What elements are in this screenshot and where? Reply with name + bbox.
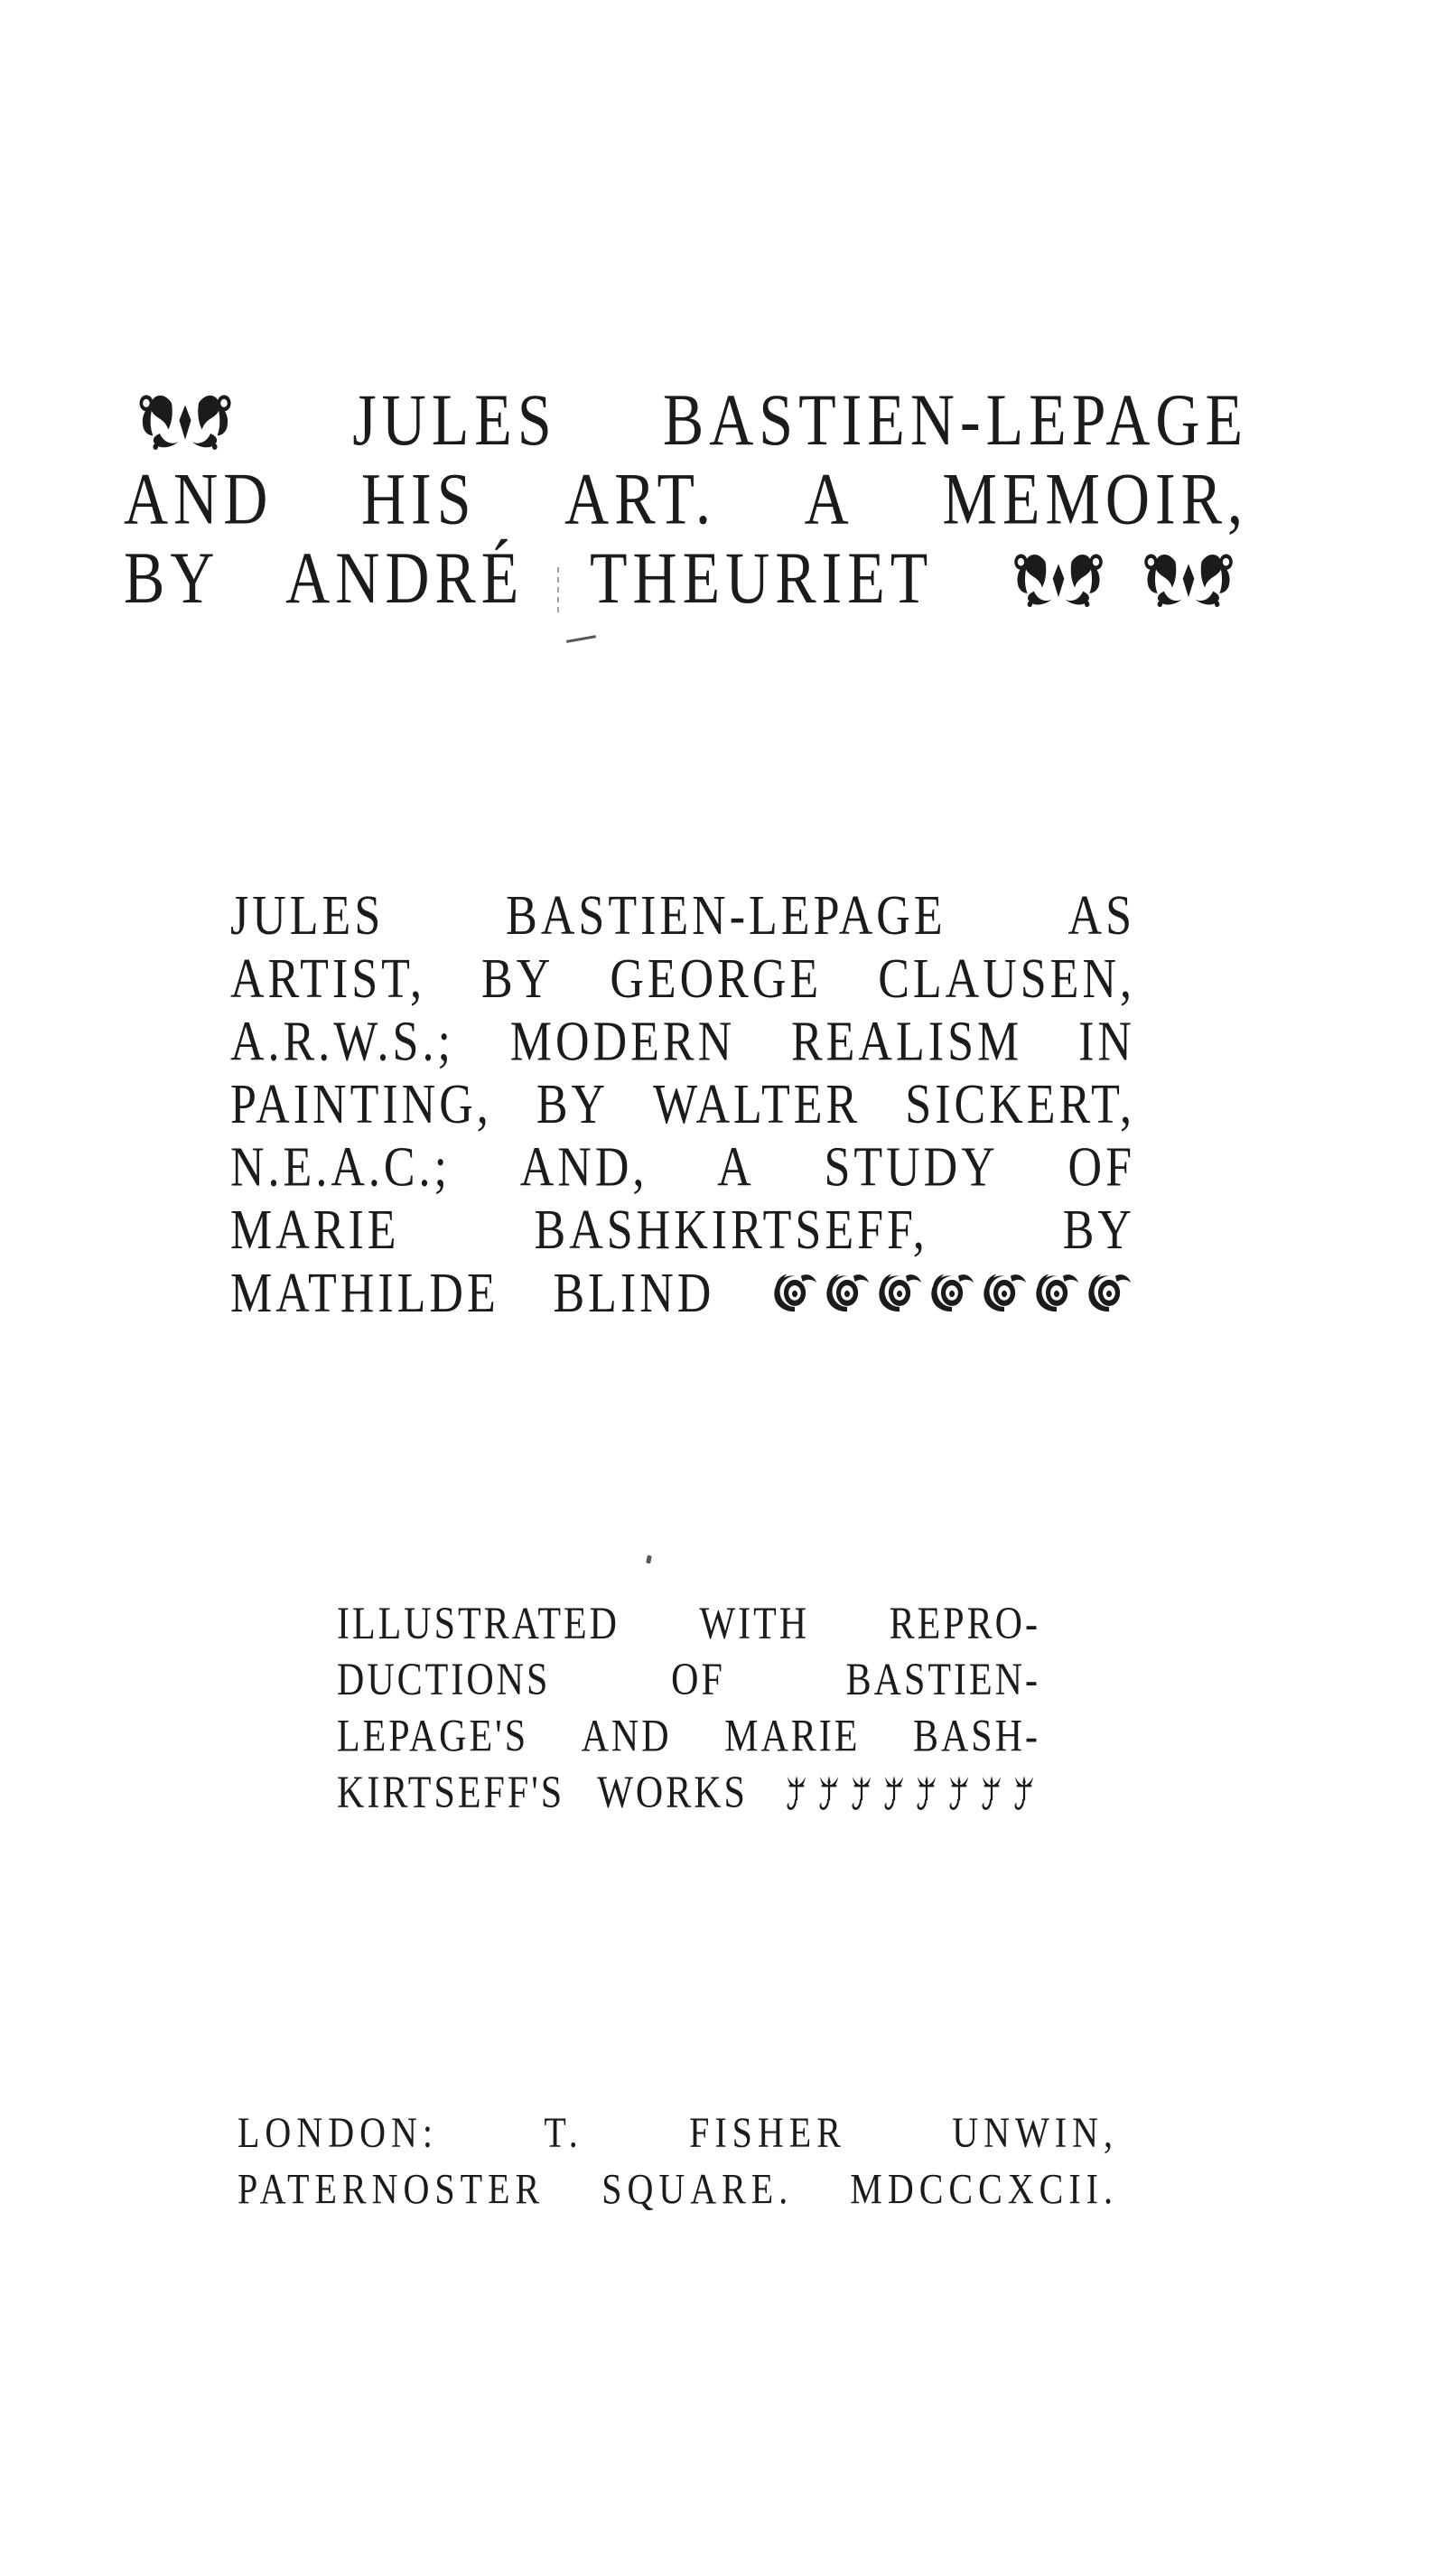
scroll-ornament-icon (978, 1273, 1030, 1314)
sprig-ornament-icon (943, 1776, 975, 1812)
imprint-line-1: LONDON: T. FISHER UNWIN, (238, 2107, 1118, 2157)
title-line-3: BY ANDRÉ THEURIET (124, 538, 1248, 618)
contents-line-1: JULES BASTIEN-LEPAGE AS (230, 884, 1135, 947)
sprig-ornament-row (780, 1776, 1040, 1812)
fleuron-icon (124, 388, 247, 452)
fleuron-icon (1129, 547, 1248, 608)
sprig-ornament-icon (813, 1776, 845, 1812)
scan-artifact-dash (566, 635, 596, 643)
contents-line-4: PAINTING, BY WALTER SICKERT, (230, 1073, 1135, 1135)
illustration-line-4: KIRTSEFF'S WORKS (337, 1765, 1040, 1821)
title-block (124, 380, 1248, 618)
scan-artifact-fleck (646, 1555, 652, 1564)
illustration-line-2: DUCTIONS OF BASTIEN- (337, 1656, 1040, 1706)
scroll-ornament-icon (1083, 1273, 1135, 1314)
fleuron-icon (999, 547, 1118, 608)
illustration-line-3: LEPAGE'S AND MARIE BASH- (337, 1712, 1040, 1762)
sprig-ornament-icon (878, 1776, 910, 1812)
scroll-ornament-icon (1030, 1273, 1083, 1314)
sprig-ornament-icon (1008, 1776, 1040, 1812)
contents-line-5: N.E.A.C.; AND, A STUDY OF (230, 1136, 1135, 1199)
scroll-ornament-band (769, 1273, 1135, 1314)
sprig-ornament-icon (910, 1776, 943, 1812)
contents-line-6: MARIE BASHKIRTSEFF, BY (230, 1199, 1135, 1261)
contents-line-7: MATHILDE BLIND (230, 1262, 1135, 1325)
illustration-line-1: ILLUSTRATED WITH REPRO- (337, 1599, 1040, 1649)
sprig-ornament-icon (780, 1776, 813, 1812)
contents-line-2: ARTIST, BY GEORGE CLAUSEN, (230, 947, 1135, 1010)
fleuron-pair (999, 547, 1248, 608)
illustration-note-block (337, 1596, 1040, 1822)
title-line-2: AND HIS ART. A MEMOIR, (124, 457, 1248, 540)
imprint-line-2: PATERNOSTER SQUARE. MDCCCXCII. (238, 2163, 1118, 2213)
imprint-block (238, 2104, 1118, 2217)
sprig-ornament-icon (845, 1776, 878, 1812)
title-line-1: JULES BASTIEN-LEPAGE (124, 380, 1248, 460)
scroll-ornament-icon (926, 1273, 978, 1314)
scroll-ornament-icon (821, 1273, 873, 1314)
contents-block (230, 884, 1135, 1324)
contents-line-3: A.R.W.S.; MODERN REALISM IN (230, 1010, 1135, 1073)
scroll-ornament-icon (769, 1273, 821, 1314)
scroll-ornament-icon (873, 1273, 926, 1314)
scan-artifact-line (557, 567, 559, 612)
sprig-ornament-icon (975, 1776, 1008, 1812)
